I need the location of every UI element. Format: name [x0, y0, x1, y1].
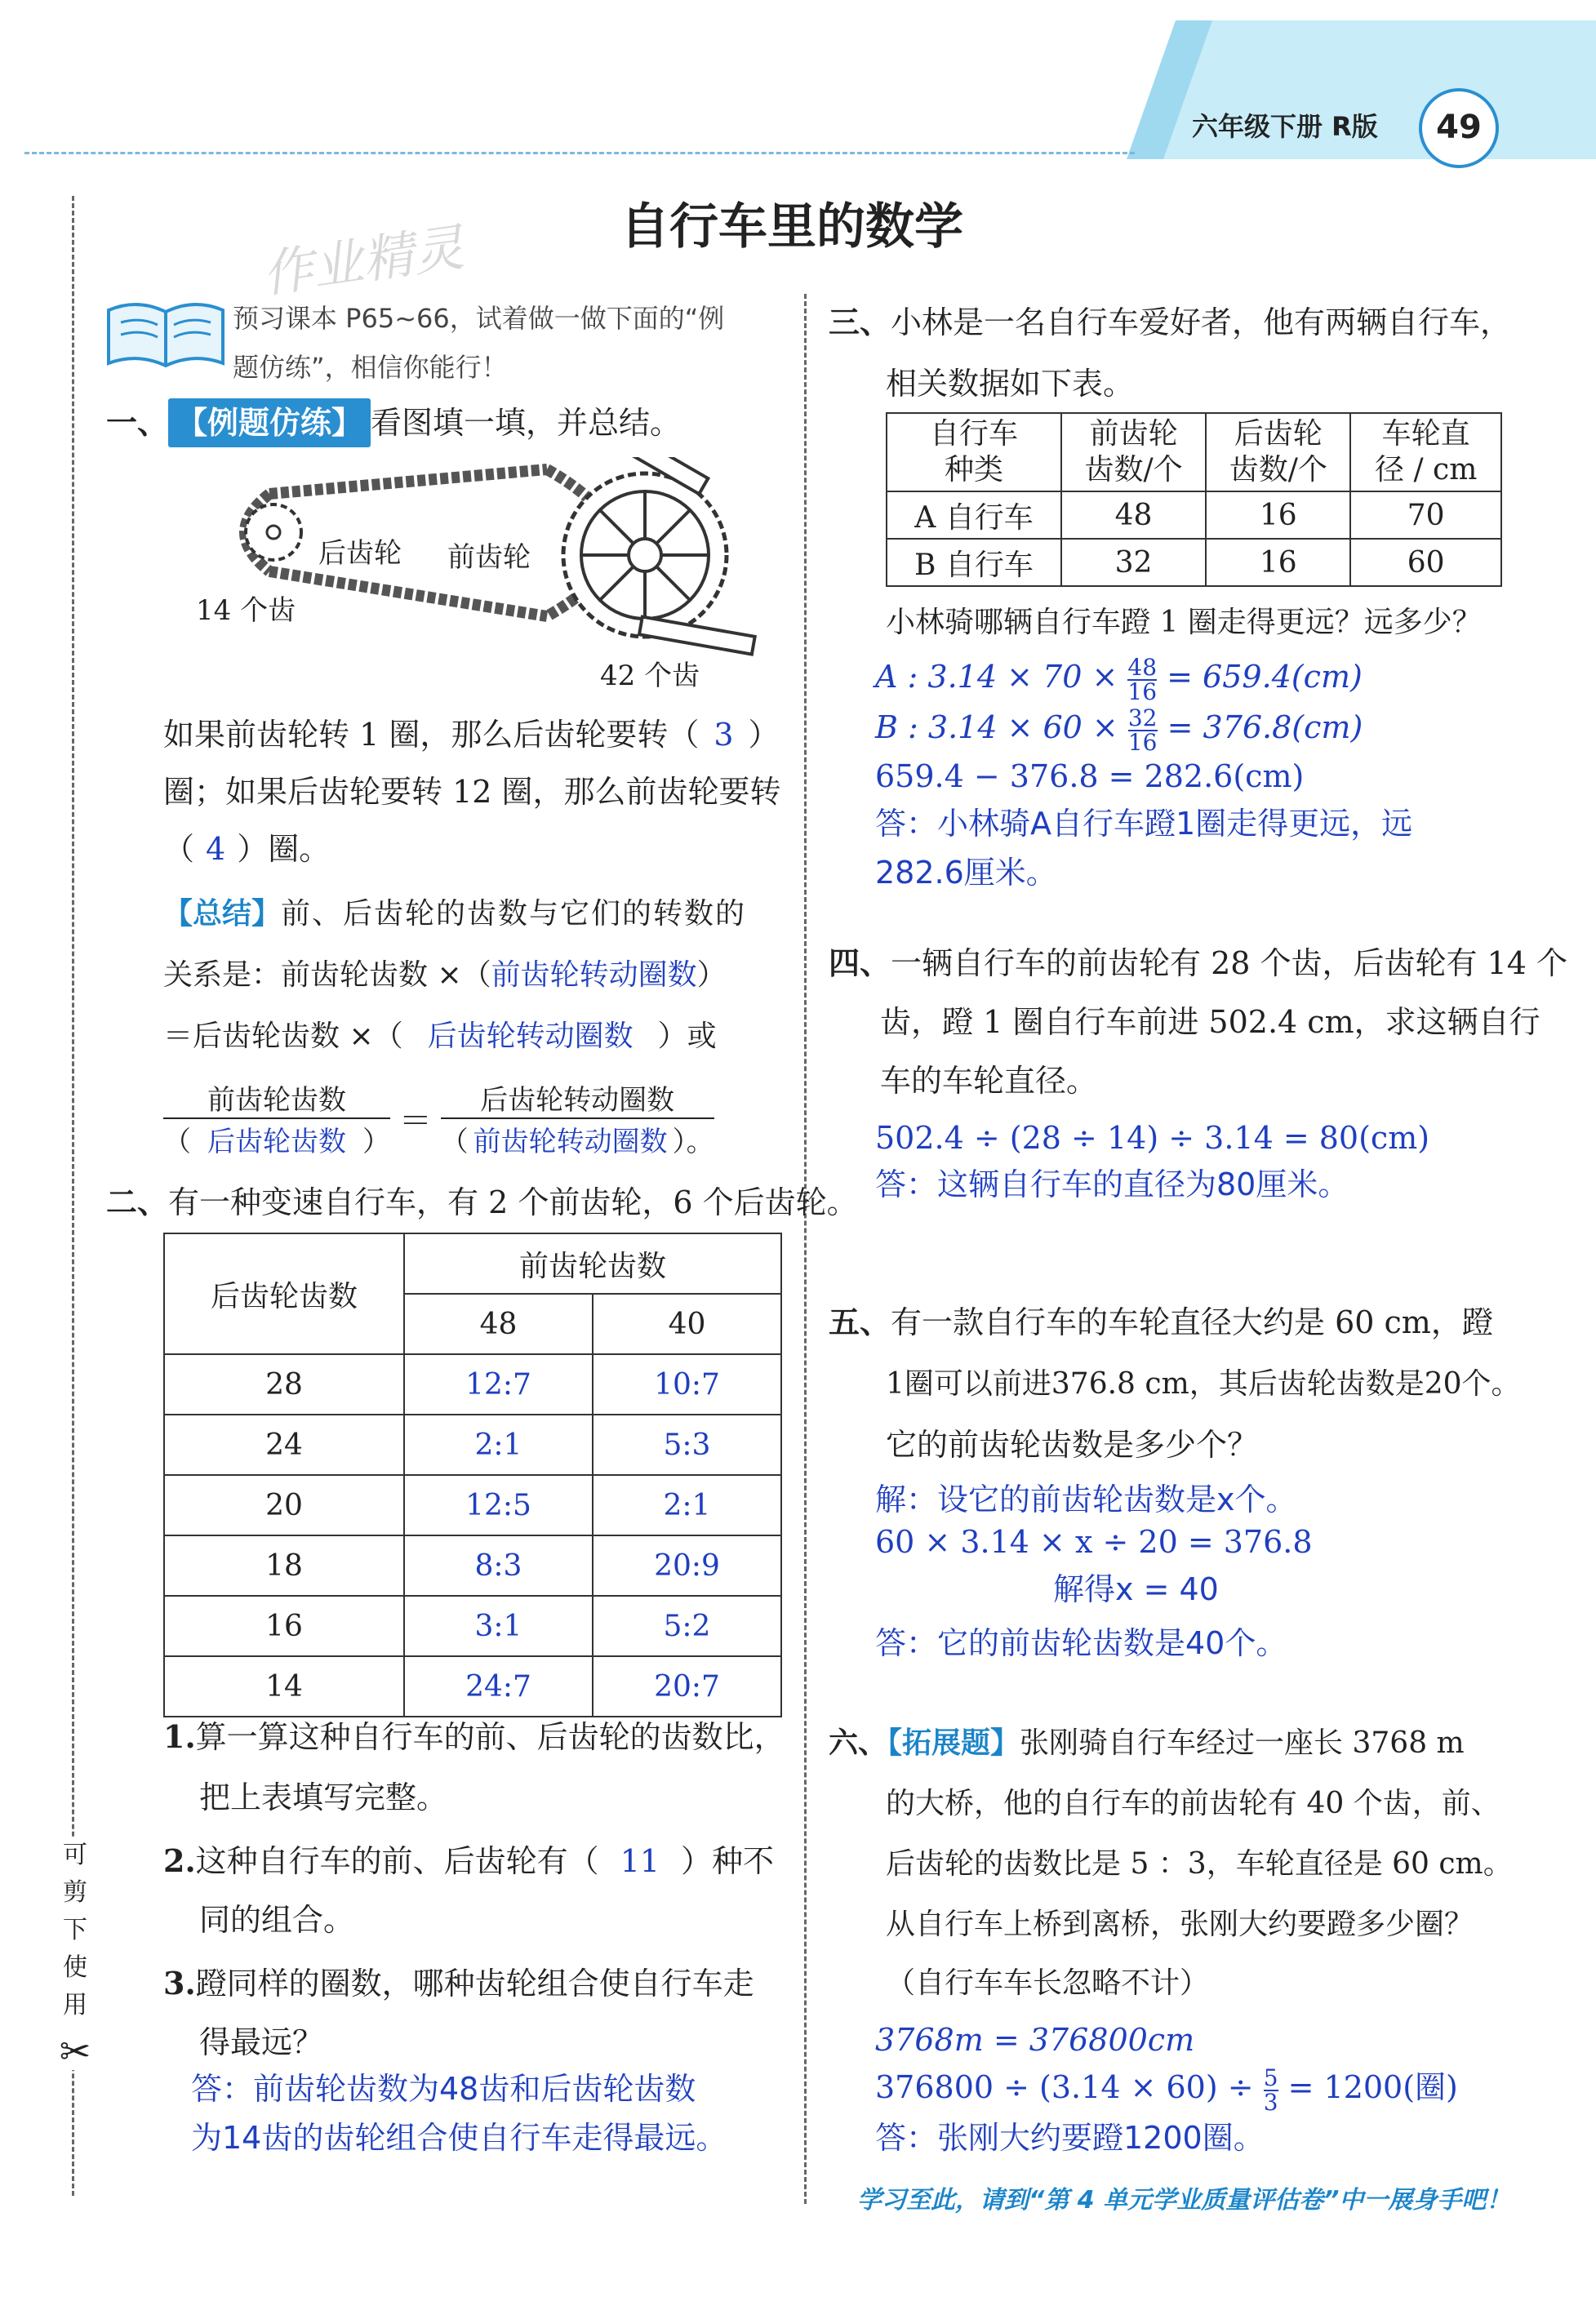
ratio-cell: 2:1: [593, 1475, 781, 1535]
ratio-cell: 12:5: [404, 1475, 593, 1535]
q2-sub1-text: 算一算这种自行车的前、后齿轮的齿数比，: [195, 1719, 785, 1755]
q2-table-wrap: [163, 1233, 782, 1717]
ratio-cell: 24:7: [404, 1656, 593, 1717]
cut-note-char: 下: [63, 1916, 87, 1944]
q5-line-2: 1圈可以前进376.8 cm，其后齿轮齿数是20个。: [886, 1367, 1521, 1401]
q6-line-3: 后齿轮的齿数比是 5 ：3，车轮直径是 60 cm。: [886, 1847, 1513, 1881]
q3-a2-text: B : 3.14 × 60 ×: [875, 709, 1118, 745]
q1-summary-1: [163, 890, 746, 939]
ratio-cell: 3:1: [404, 1596, 593, 1656]
ratio-cell: 10:7: [593, 1354, 781, 1415]
frac-right-bottom: （ 前齿轮转动圈数 ）。: [440, 1126, 714, 1158]
frac-left-answer: 后齿轮齿数: [207, 1126, 346, 1158]
q4-answer-1: 502.4 ÷ (28 ÷ 14) ÷ 3.14 = 80(cm): [875, 1120, 1430, 1156]
grade-edition: 六年级下册 R版: [1192, 111, 1378, 142]
q2-sub3-line1: [163, 1959, 754, 2008]
q2-sub2-line1: [163, 1837, 774, 1886]
cut-note-char: 剪: [63, 1878, 87, 1907]
q3-answer-2: [875, 704, 1363, 754]
q2-sub2-text-end: ）种不: [681, 1843, 775, 1879]
front-col-48: 48: [404, 1294, 593, 1354]
table-row: [164, 1596, 781, 1656]
q6-answer-1: 3768m = 376800cm: [875, 2022, 1195, 2058]
q2-sub3-num: 3.: [163, 1965, 196, 2002]
front-col-40: 40: [593, 1294, 781, 1354]
frac-left-bottom: （ 后齿轮齿数 ）: [163, 1126, 390, 1158]
q1-tag: 【例题仿练】: [168, 398, 371, 447]
q1-line-2: 圈；如果后齿轮要转 12 圈，那么前齿轮要转: [163, 774, 781, 810]
preview-line-2: 题仿练”，相信你能行！: [233, 352, 508, 383]
cut-note-char: 可: [63, 1841, 87, 1869]
table-row: [887, 539, 1501, 586]
table-cell: 70: [1350, 491, 1501, 539]
col-header-rear: [1206, 413, 1350, 491]
q1-heading: [106, 398, 681, 447]
rear-teeth-cell: 16: [164, 1596, 404, 1656]
ratio-cell: 20:7: [593, 1656, 781, 1717]
fig-rear-label: 后齿轮: [318, 537, 402, 570]
q6-answer-3: 答：张刚大约要蹬1200圈。: [875, 2120, 1265, 2156]
q6-line-4: 从自行车上桥到离桥，张刚大约要蹬多少圈？: [886, 1908, 1474, 1941]
page-number: 49: [1419, 88, 1499, 168]
q5-text-1: 有一款自行车的车轮直径大约是 60 cm，蹬: [891, 1304, 1493, 1340]
q5-number: 五、: [829, 1304, 891, 1340]
q6-frac-top: 5: [1263, 2064, 1278, 2091]
fig-front-label: 前齿轮: [447, 541, 531, 574]
bicycle-data-table: [886, 412, 1502, 587]
q3-frac1-top: 48: [1127, 653, 1158, 681]
summary-text-3: ＝后齿轮齿数 ×（: [163, 1020, 403, 1053]
table-cell: 32: [1061, 539, 1206, 586]
q4-number: 四、: [829, 944, 891, 981]
q5-answer-3: 解得x = 40: [1053, 1571, 1219, 1607]
preview-line-1: 预习课本 P65~66，试着做一做下面的“例: [233, 303, 725, 334]
q1-line-3-end: ）圈。: [237, 831, 331, 867]
q3-line-1: [829, 298, 1511, 347]
q4-line-1: [829, 939, 1567, 988]
q2-sub2-line2: 同的组合。: [199, 1902, 355, 1938]
q6-number: 六、: [829, 1726, 888, 1760]
table-cell: A 自行车: [887, 491, 1061, 539]
table-cell: 16: [1206, 491, 1350, 539]
q3-line-2: 相关数据如下表。: [886, 366, 1135, 402]
q2-sub3-line2: 得最远？: [199, 2024, 324, 2060]
scissors-icon: ✂: [59, 2029, 91, 2073]
frac-left-top: 前齿轮齿数: [163, 1077, 390, 1119]
q5-answer-4: 答：它的前齿轮齿数是40个。: [875, 1625, 1287, 1661]
q3-answer-1: [875, 653, 1363, 704]
q3-frac1-bottom: 16: [1127, 678, 1158, 705]
table-row: [164, 1354, 781, 1415]
q6-a2-text: 376800 ÷ (3.14 × 60) ÷: [875, 2069, 1254, 2105]
q4-answer-2: 答：这辆自行车的直径为80厘米。: [875, 1166, 1349, 1202]
summary-tag: 【总结】: [163, 897, 282, 931]
rear-teeth-cell: 14: [164, 1656, 404, 1717]
q1-line-1-text: 如果前齿轮转 1 圈，那么后齿轮要转（: [163, 717, 700, 753]
q6-line-2: 的大桥，他的自行车的前齿轮有 40 个齿，前、: [886, 1787, 1500, 1820]
q1-summary-2: [163, 951, 727, 1000]
q5-line-1: [829, 1298, 1493, 1347]
summary-text-1: 前、后齿轮的齿数与它们的转数的: [281, 897, 747, 931]
header-divider: [24, 152, 1135, 154]
q2-heading: [106, 1180, 858, 1225]
fig-42-teeth: 42 个齿: [600, 660, 700, 692]
rear-teeth-cell: 18: [164, 1535, 404, 1596]
q2-number: 二、: [106, 1184, 169, 1220]
q2-sub2-answer: 11: [620, 1843, 660, 1879]
q2-sub3-text: 蹬同样的圈数，哪种齿轮组合使自行车走: [195, 1966, 754, 2002]
frac-right-top: 后齿轮转动圈数: [441, 1077, 714, 1119]
table-row: [887, 491, 1501, 539]
q3-frac2-bottom: 16: [1127, 728, 1158, 756]
table-cell: 60: [1350, 539, 1501, 586]
table-cell: 48: [1061, 491, 1206, 539]
header-text: 径 / cm: [1375, 453, 1478, 487]
q6-a2-end: = 1200(圈): [1287, 2069, 1458, 2105]
q1-fraction-eq: [163, 1077, 714, 1159]
q6-tag: 【拓展题】: [887, 1726, 1020, 1760]
book-icon: [104, 294, 227, 375]
q6-line-5: （自行车车长忽略不计）: [886, 1966, 1210, 2000]
q1-summary-3: [163, 1012, 717, 1061]
table-row: [164, 1415, 781, 1475]
header-text: 齿数/个: [1229, 453, 1327, 487]
page-title: 自行车里的数学: [620, 198, 963, 255]
ratio-cell: 12:7: [404, 1354, 593, 1415]
header-text: 自行车: [929, 417, 1018, 451]
q3-question: 小林骑哪辆自行车蹬 1 圈走得更远？远多少？: [886, 606, 1482, 639]
ratio-cell: 5:2: [593, 1596, 781, 1656]
q3-table-wrap: [886, 412, 1502, 587]
column-divider: [804, 294, 807, 2204]
rear-teeth-cell: 28: [164, 1354, 404, 1415]
q2-sub2-text: 这种自行车的前、后齿轮有（: [195, 1843, 599, 1879]
q5-line-3: 它的前齿轮齿数是多少个？: [886, 1427, 1259, 1463]
q3-a1-end: = 659.4(cm): [1167, 659, 1363, 695]
q6-answer-2: [875, 2064, 1458, 2114]
q2-sub3-answer-1: 答：前齿轮齿数为48齿和后齿轮齿数: [191, 2071, 696, 2107]
cut-note: [59, 1837, 91, 2073]
q5-answer-2: 60 × 3.14 × x ÷ 20 = 376.8: [875, 1524, 1313, 1560]
q4-line-2: 齿，蹬 1 圈自行车前进 502.4 cm，求这辆自行: [880, 1004, 1540, 1040]
q1-number: 一、: [106, 404, 169, 441]
q3-text-1: 小林是一名自行车爱好者，他有两辆自行车，: [891, 304, 1512, 340]
front-teeth-header: 前齿轮齿数: [404, 1233, 781, 1294]
ratio-cell: 20:9: [593, 1535, 781, 1596]
q6-line-1: [829, 1718, 1465, 1768]
q2-text: 有一种变速自行车，有 2 个前齿轮，6 个后齿轮。: [168, 1184, 858, 1220]
q2-sub3-answer-2: 为14齿的齿轮组合使自行车走得最远。: [191, 2120, 727, 2156]
q6-text-1: 张刚骑自行车经过一座长 3768 m: [1020, 1726, 1465, 1760]
q3-answer-5: 282.6厘米。: [875, 855, 1057, 891]
col-header-type: [887, 413, 1061, 491]
rear-teeth-cell: 20: [164, 1475, 404, 1535]
ratio-cell: 5:3: [593, 1415, 781, 1475]
table-row: [164, 1535, 781, 1596]
summary-text-3-end: ）或: [657, 1020, 717, 1053]
q3-number: 三、: [829, 304, 891, 340]
q1-line-1: [163, 710, 780, 759]
table-row: [164, 1656, 781, 1717]
q6-frac-bottom: 3: [1263, 2088, 1278, 2116]
q5-answer-1: 解：设它的前齿轮齿数是x个。: [875, 1482, 1297, 1517]
fig-14-teeth: 14 个齿: [196, 594, 296, 627]
q2-sub2-num: 2.: [163, 1842, 196, 1879]
summary-text-2: 关系是：前齿轮齿数 ×（: [163, 958, 491, 992]
table-cell: B 自行车: [887, 539, 1061, 586]
q1-line-3-start: （: [163, 831, 195, 867]
summary-answer-2: 后齿轮转动圈数: [427, 1020, 634, 1053]
q2-sub1-line2: 把上表填写完整。: [199, 1779, 448, 1815]
q3-answer-3: 659.4 − 376.8 = 282.6(cm): [875, 758, 1305, 794]
rear-teeth-cell: 24: [164, 1415, 404, 1475]
q2-sub1-line1: [163, 1713, 785, 1762]
q1-line-3: [163, 824, 330, 873]
header-text: 前齿轮: [1089, 417, 1178, 451]
q2-sub1-num: 1.: [163, 1718, 196, 1755]
q4-text-1: 一辆自行车的前齿轮有 28 个齿，后齿轮有 14 个: [891, 945, 1568, 981]
watermark: 作业精灵: [258, 217, 468, 304]
summary-answer-1: 前齿轮转动圈数: [491, 958, 697, 992]
table-row: [164, 1475, 781, 1535]
q3-a2-end: = 376.8(cm): [1167, 709, 1363, 745]
footer-note: 学习至此，请到“第 4 单元学业质量评估卷”中一展身手吧！: [857, 2186, 1511, 2215]
frac-right-answer: 前齿轮转动圈数: [473, 1126, 668, 1158]
q4-line-3: 车的车轮直径。: [880, 1063, 1098, 1099]
q1-answer-1: 3: [714, 717, 734, 753]
q3-answer-4: 答：小林骑A自行车蹬1圈走得更远，远: [875, 806, 1413, 842]
header-text: 车轮直: [1381, 417, 1470, 451]
q3-a1-text: A : 3.14 × 70 ×: [875, 659, 1118, 695]
q1-text: 看图填一填，并总结。: [371, 405, 682, 441]
header-text: 后齿轮: [1234, 417, 1323, 451]
q1-line-1-end: ）: [748, 717, 780, 753]
summary-text-2-end: ）: [696, 958, 727, 992]
cut-note-char: 使: [63, 1953, 87, 1982]
ratio-cell: 8:3: [404, 1535, 593, 1596]
col-header-diameter: [1350, 413, 1501, 491]
gear-ratio-table: [163, 1233, 782, 1717]
ratio-cell: 2:1: [404, 1415, 593, 1475]
col-header-front: [1061, 413, 1206, 491]
q1-answer-2: 4: [206, 831, 226, 867]
header-text: 齿数/个: [1084, 453, 1183, 487]
q3-frac2-top: 32: [1127, 704, 1158, 731]
header-text: 种类: [944, 453, 1003, 487]
equals-sign: ＝: [398, 1102, 432, 1140]
rear-teeth-header: 后齿轮齿数: [164, 1233, 404, 1354]
cut-note-char: 用: [63, 1991, 87, 2019]
table-cell: 16: [1206, 539, 1350, 586]
